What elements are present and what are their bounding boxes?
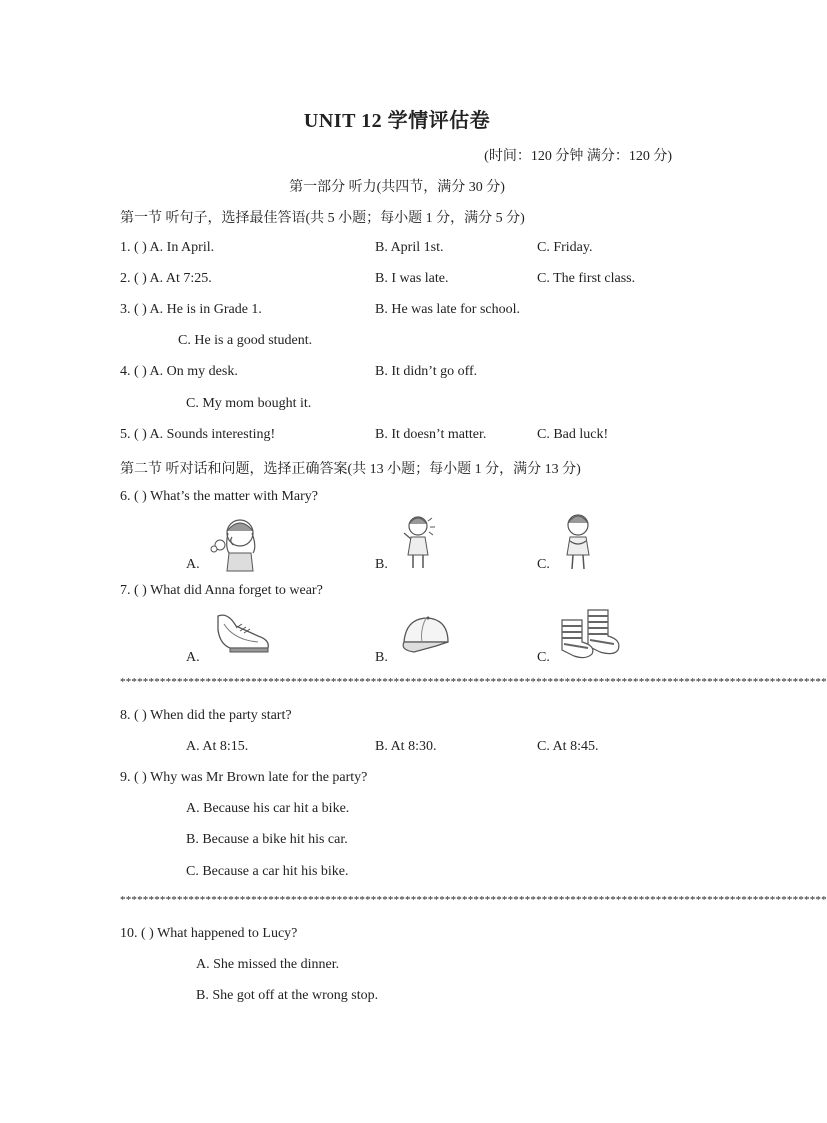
girl-with-toothache-icon [205,513,265,573]
q10-option-a: A. She missed the dinner. [196,957,340,972]
q4-option-b: B. It didn’t go off. [375,364,478,379]
q8-stem: 8. ( ) When did the party start? [120,708,292,723]
section1-heading: 第一节 听句子，选择最佳答语(共 5 小题；每小题 1 分，满分 5 分) [120,211,525,226]
q7-option-a: A. [186,650,200,665]
striped-socks-icon [558,606,624,660]
q6-option-a: A. [186,557,200,572]
q10-stem: 10. ( ) What happened to Lucy? [120,926,298,941]
q8-option-c: C. At 8:45. [537,739,599,754]
part-heading: 第一部分 听力(共四节，满分 30 分) [289,180,505,195]
separator-stars: **************************************************************************************************************************** [120,676,827,688]
q9-option-b: B. Because a bike hit his car. [186,832,348,847]
q9-stem: 9. ( ) Why was Mr Brown late for the party? [120,770,368,785]
q4-option-c: C. My mom bought it. [186,396,312,411]
q6-option-b: B. [375,557,388,572]
q1-option-c: C. Friday. [537,240,593,255]
girl-with-stomachache-icon [556,511,600,573]
q9-option-c: C. Because a car hit his bike. [186,864,349,879]
q5-option-b: B. It doesn’t matter. [375,427,487,442]
sneakers-icon [214,610,274,660]
q3-option-c: C. He is a good student. [178,333,313,348]
q1-stem: 1. ( ) A. In April. [120,240,215,255]
cap-icon [396,612,452,660]
q3-stem: 3. ( ) A. He is in Grade 1. [120,302,262,317]
page-title: UNIT 12 学情评估卷 [303,110,491,132]
separator-stars-2: **************************************************************************************************************************** [120,894,827,906]
q7-stem: 7. ( ) What did Anna forget to wear? [120,583,323,598]
q5-option-c: C. Bad luck! [537,427,609,442]
q10-option-b: B. She got off at the wrong stop. [196,988,379,1003]
section2-heading: 第二节 听对话和问题，选择正确答案(共 13 小题；每小题 1 分，满分 13 分) [120,462,581,477]
q7-option-c: C. [537,650,550,665]
girl-shivering-icon [398,513,438,573]
q4-stem: 4. ( ) A. On my desk. [120,364,238,379]
q2-option-c: C. The first class. [537,271,636,286]
q2-option-b: B. I was late. [375,271,449,286]
q1-option-b: B. April 1st. [375,240,444,255]
q7-option-b: B. [375,650,388,665]
q5-stem: 5. ( ) A. Sounds interesting! [120,427,276,442]
q3-option-b: B. He was late for school. [375,302,521,317]
q6-stem: 6. ( ) What’s the matter with Mary? [120,489,319,504]
exam-meta: (时间：120 分钟 满分：120 分) [484,149,672,164]
q6-option-c: C. [537,557,550,572]
q2-stem: 2. ( ) A. At 7:25. [120,271,212,286]
q9-option-a: A. Because his car hit a bike. [186,801,350,816]
q8-option-a: A. At 8:15. [186,739,249,754]
q8-option-b: B. At 8:30. [375,739,437,754]
